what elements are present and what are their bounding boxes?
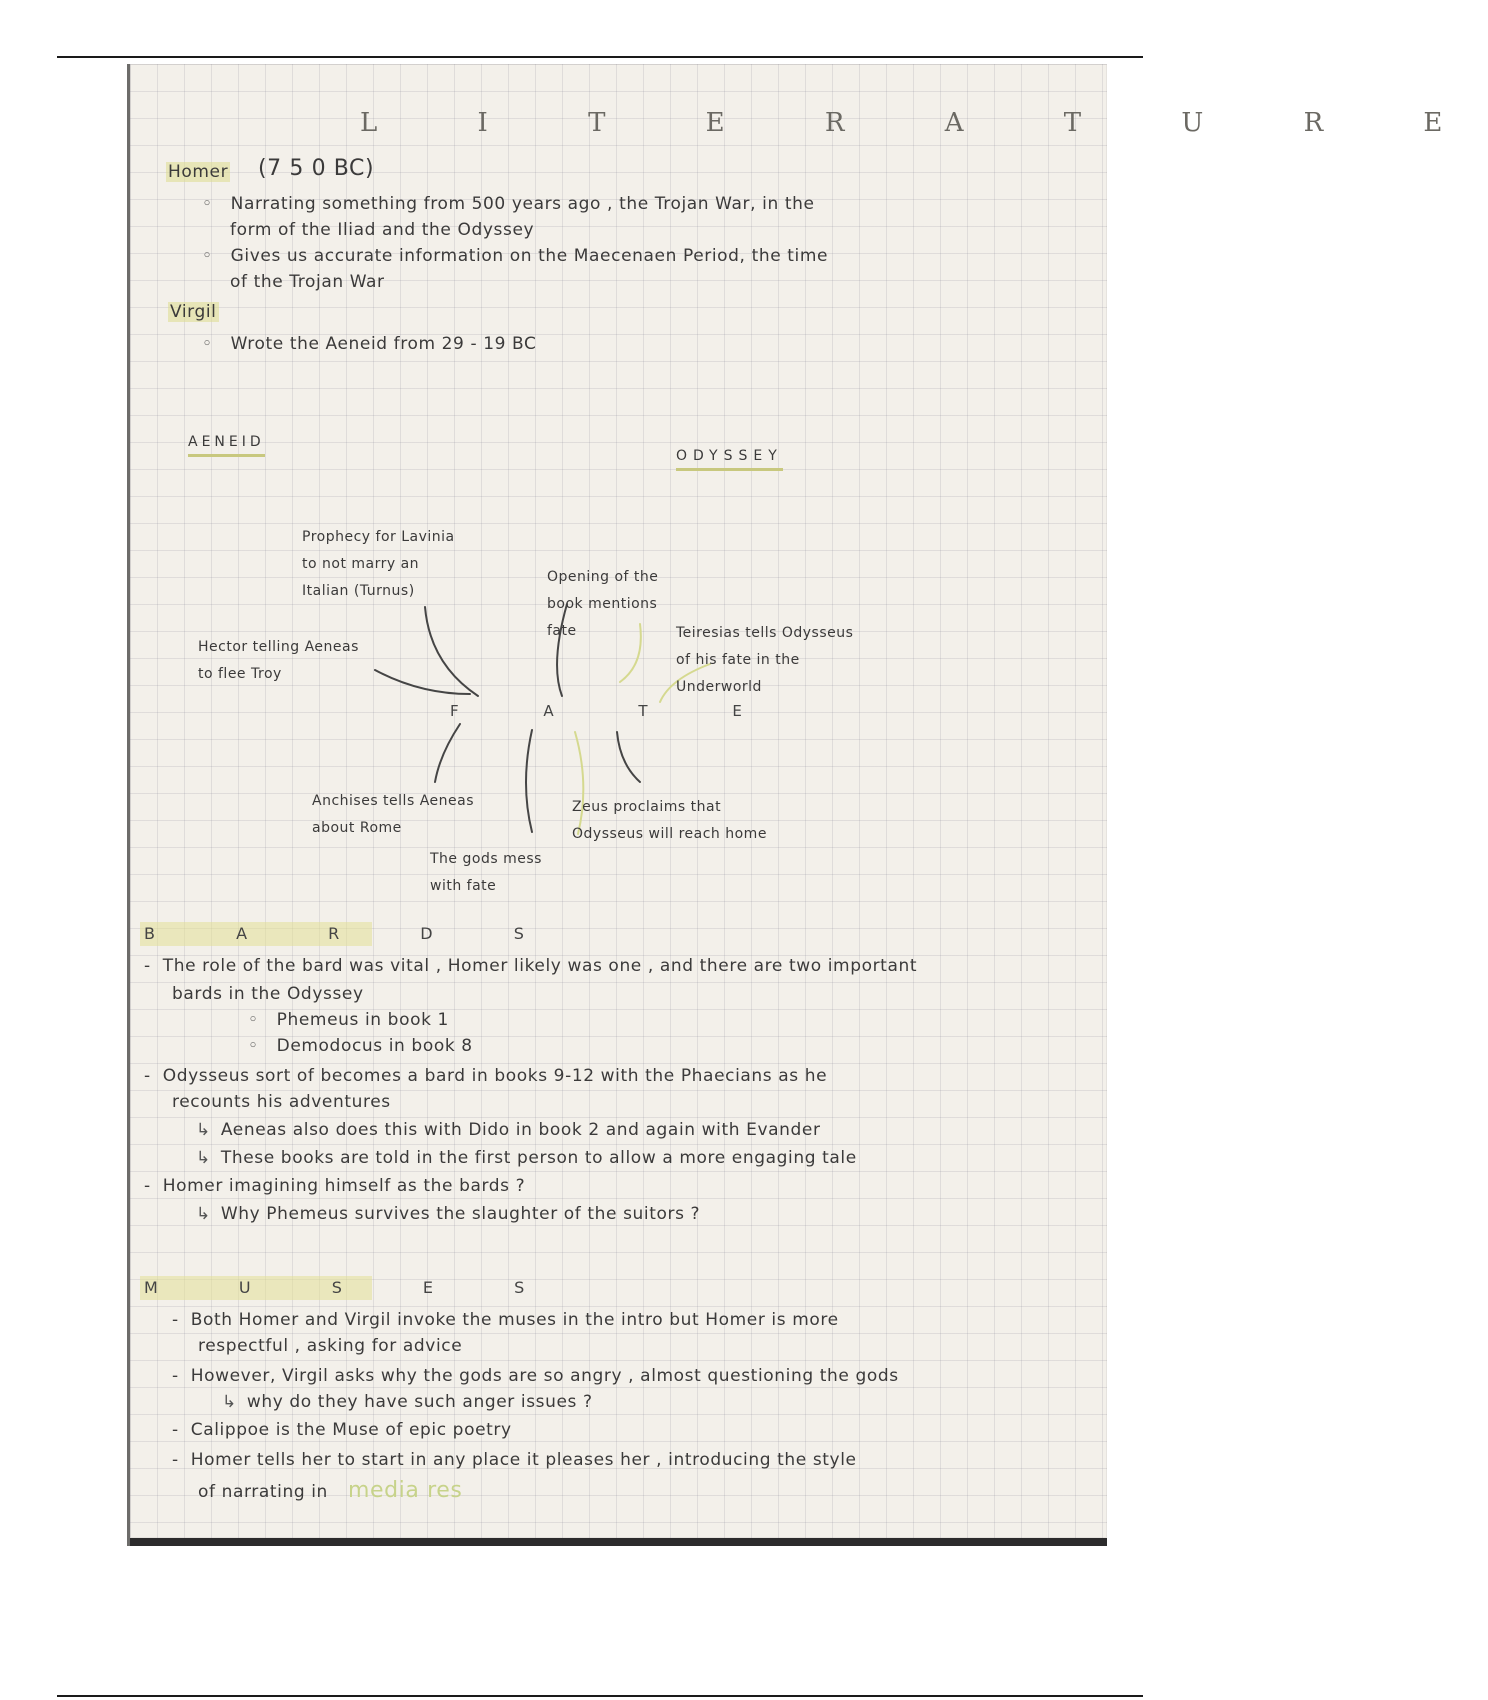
bards-line-2: bards in the Odyssey	[172, 984, 364, 1004]
note-teiresias-line-1: Teiresias tells Odysseus	[676, 625, 854, 641]
note-hector-line-2: to flee Troy	[198, 666, 282, 682]
note-prophecy-line-1: Prophecy for Lavinia	[302, 529, 455, 545]
homer-bullet-1-cont: form of the Iliad and the Odyssey	[230, 220, 535, 240]
note-teiresias	[676, 620, 853, 701]
bards-line-4: ◦ Demodocus in book 8	[248, 1036, 473, 1056]
note-hector-line-1: Hector telling Aeneas	[198, 639, 359, 655]
bards-line-5: - Odysseus sort of becomes a bard in books 9-12 with the Phaecians as he	[144, 1066, 827, 1086]
page-title: L I T E R A T U R E	[360, 108, 1488, 138]
note-anchises-line-2: about Rome	[312, 820, 402, 836]
bards-line-6: recounts his adventures	[172, 1092, 391, 1112]
bottom-rule	[57, 1695, 1143, 1697]
homer-heading: Homer	[168, 162, 229, 182]
note-opening-line-1: Opening of the	[547, 569, 659, 585]
label-odyssey: ODYSSEY	[676, 448, 783, 471]
mindmap-center-fate: F A T E	[450, 702, 782, 720]
bards-line-7: ↳ Aeneas also does this with Dido in book 2 and again with Evander	[196, 1120, 821, 1140]
bards-line-1: - The role of the bard was vital , Homer likely was one , and there are two important	[144, 956, 917, 976]
muses-heading: M U S E S	[144, 1278, 563, 1297]
line-zeus	[617, 732, 640, 782]
note-teiresias-line-3: Underworld	[676, 679, 762, 695]
note-teiresias-line-2: of his fate in the	[676, 652, 800, 668]
note-opening-line-3: fate	[547, 623, 577, 639]
page-edge-shadow	[127, 64, 130, 1546]
note-opening	[547, 564, 658, 645]
note-gods-line-1: The gods mess	[430, 851, 542, 867]
muses-line-2: respectful , asking for advice	[198, 1336, 463, 1356]
bards-line-9: - Homer imagining himself as the bards ?	[144, 1176, 525, 1196]
note-prophecy	[302, 524, 455, 605]
homer-bullet-2-cont: of the Trojan War	[230, 272, 385, 292]
notebook-page	[130, 64, 1488, 1538]
muses-line-7	[198, 1478, 462, 1503]
media-res-text: media res	[347, 1478, 463, 1503]
note-anchises-line-1: Anchises tells Aeneas	[312, 793, 474, 809]
virgil-bullet-1: ◦ Wrote the Aeneid from 29 - 19 BC	[202, 334, 536, 354]
homer-bullet-2: ◦ Gives us accurate information on the Maecenaen Period, the time	[202, 246, 828, 266]
note-gods	[430, 846, 542, 900]
homer-date: (7 5 0 BC)	[258, 156, 375, 181]
line-prophecy	[425, 607, 478, 696]
note-anchises	[312, 788, 474, 842]
muses-line-6: - Homer tells her to start in any place it pleases her , introducing the style	[172, 1450, 857, 1470]
page-bottom-edge	[130, 1538, 1107, 1546]
line-anchises	[435, 724, 460, 782]
note-prophecy-line-3: Italian (Turnus)	[302, 583, 415, 599]
note-prophecy-line-2: to not marry an	[302, 556, 420, 572]
muses-line-7-text: of narrating in	[198, 1482, 328, 1502]
muses-line-1: - Both Homer and Virgil invoke the muses in the intro but Homer is more	[172, 1310, 839, 1330]
bards-heading: B A R D S	[144, 924, 562, 943]
muses-line-5: - Calippoe is the Muse of epic poetry	[172, 1420, 512, 1440]
top-rule	[57, 56, 1143, 58]
bards-line-8: ↳ These books are told in the first person to allow a more engaging tale	[196, 1148, 857, 1168]
muses-line-3: - However, Virgil asks why the gods are so angry , almost questioning the gods	[172, 1366, 899, 1386]
bards-line-10: ↳ Why Phemeus survives the slaughter of the suitors ?	[196, 1204, 700, 1224]
virgil-heading: Virgil	[170, 302, 217, 322]
note-zeus-line-1: Zeus proclaims that	[572, 799, 722, 815]
note-zeus	[572, 794, 767, 848]
note-zeus-line-2: Odysseus will reach home	[572, 826, 767, 842]
note-hector	[198, 634, 359, 688]
bards-line-3: ◦ Phemeus in book 1	[248, 1010, 449, 1030]
line-gods-a	[526, 730, 532, 832]
label-aeneid: AENEID	[188, 434, 265, 457]
line-hector	[375, 670, 470, 694]
homer-bullet-1: ◦ Narrating something from 500 years ago , the Trojan War, in the	[202, 194, 815, 214]
note-gods-line-2: with fate	[430, 878, 497, 894]
note-opening-line-2: book mentions	[547, 596, 658, 612]
muses-line-4: ↳ why do they have such anger issues ?	[222, 1392, 593, 1412]
